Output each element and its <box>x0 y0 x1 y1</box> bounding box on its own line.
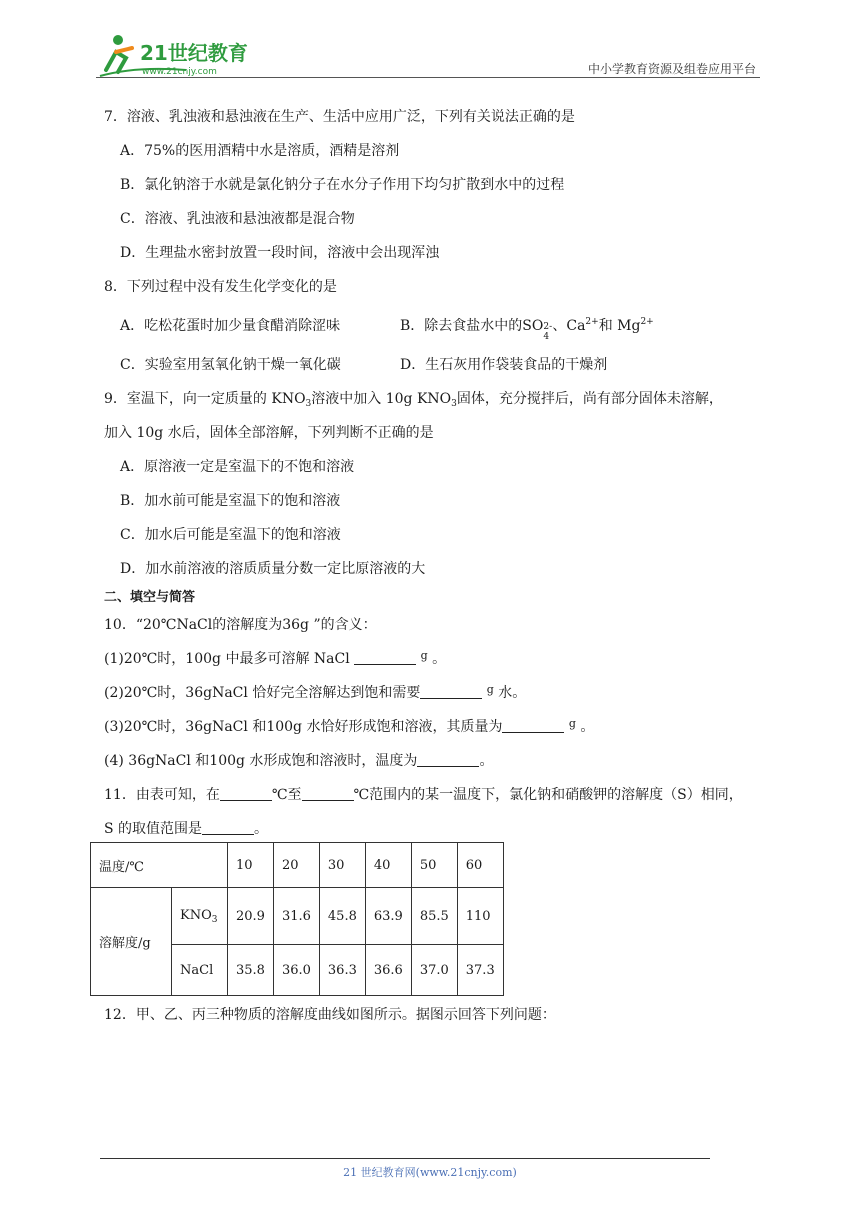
blank[interactable] <box>354 652 416 665</box>
table-header-solubility: 溶解度/g <box>91 888 172 996</box>
table-label-kno3: $KNO_3$ <box>172 888 228 945</box>
table-cell: 20.9 <box>228 888 274 945</box>
q8-option-c: C．实验室用氢氧化钠干燥一氧化碳 <box>120 357 341 373</box>
q10-part1: (1)20℃时，100g 中最多可溶解 NaCl $^g$ 。 <box>104 649 447 667</box>
table-cell: 30 <box>319 843 365 888</box>
q9-stem-line1: 9．室温下，向一定质量的 $KNO_3$溶液中加入 10g $KNO_3$固体，充分搅拌后，尚有部分固体未溶解， <box>104 391 723 409</box>
q9-stem-line2: 加入 10g 水后，固体全部溶解，下列判断不正确的是 <box>104 425 434 441</box>
blank[interactable] <box>302 788 354 801</box>
q8-option-b: B．除去食盐水中的SO 2- 4 、$Ca^{2+}$和 $Mg^{2+}$ <box>400 317 654 342</box>
footer-divider <box>100 1158 710 1159</box>
logo-text: 21世纪教育 <box>140 41 248 65</box>
q8-stem: 8．下列过程中没有发生化学变化的是 <box>104 279 337 295</box>
table-cell: 60 <box>457 843 503 888</box>
q10-part2: (2)20℃时，36gNaCl 恰好完全溶解达到饱和需要 $^g$ 水。 <box>104 683 527 701</box>
q7-option-b: B．氯化钠溶于水就是氯化钠分子在水分子作用下均匀扩散到水中的过程 <box>120 177 565 193</box>
q10-part4: (4) 36gNaCl 和100g 水形成饱和溶液时，温度为 。 <box>104 753 494 769</box>
table-cell: 36.3 <box>319 945 365 996</box>
logo-url: www.21cnjy.com <box>142 67 217 77</box>
header-divider <box>96 77 760 78</box>
q11-stem-line1: 11．由表可知，在 ℃至 ℃范围内的某一温度下，氯化钠和硝酸钾的溶解度（S）相同， <box>104 787 743 803</box>
table-cell: 36.0 <box>273 945 319 996</box>
platform-title: 中小学教育资源及组卷应用平台 <box>587 62 756 76</box>
table-cell: 35.8 <box>228 945 274 996</box>
blank[interactable] <box>502 720 564 733</box>
table-cell: 45.8 <box>319 888 365 945</box>
q9-option-b: B．加水前可能是室温下的饱和溶液 <box>120 493 341 509</box>
table-cell: 63.9 <box>365 888 411 945</box>
q11-stem-line2: S 的取值范围是 。 <box>104 821 269 837</box>
table-cell: 31.6 <box>273 888 319 945</box>
table-cell: 40 <box>365 843 411 888</box>
q10-stem: 10．“20℃NaCl的溶解度为36g ”的含义： <box>104 617 377 633</box>
q12-stem: 12．甲、乙、丙三种物质的溶解度曲线如图所示。据图示回答下列问题： <box>104 1007 556 1023</box>
table-cell: 85.5 <box>411 888 457 945</box>
table-cell: 50 <box>411 843 457 888</box>
table-cell: 37.3 <box>457 945 503 996</box>
table-label-nacl: NaCl <box>172 945 228 996</box>
q9-option-d: D．加水前溶液的溶质质量分数一定比原溶液的大 <box>120 561 426 577</box>
solubility-table <box>90 842 504 996</box>
table-row <box>91 888 504 945</box>
table-cell: 36.6 <box>365 945 411 996</box>
table-cell: 37.0 <box>411 945 457 996</box>
table-header-temp: 温度/℃ <box>91 843 228 888</box>
table-cell: 110 <box>457 888 503 945</box>
q10-part3: (3)20℃时，36gNaCl 和100g 水恰好形成饱和溶液，其质量为 $^g$ 。 <box>104 717 595 735</box>
blank[interactable] <box>202 822 254 835</box>
blank[interactable] <box>220 788 272 801</box>
q7-option-d: D．生理盐水密封放置一段时间，溶液中会出现浑浊 <box>120 245 440 261</box>
table-cell: 10 <box>228 843 274 888</box>
table-row <box>91 843 504 888</box>
q8-option-d: D．生石灰用作袋装食品的干燥剂 <box>400 357 608 373</box>
q7-option-a: A．75%的医用酒精中水是溶质，酒精是溶剂 <box>120 143 400 159</box>
q9-option-c: C．加水后可能是室温下的饱和溶液 <box>120 527 341 543</box>
table-cell: 20 <box>273 843 319 888</box>
blank[interactable] <box>417 754 479 767</box>
site-logo <box>96 30 266 80</box>
blank[interactable] <box>420 686 482 699</box>
footer-text: 21 世纪教育网(www.21cnjy.com) <box>343 1166 517 1179</box>
q7-option-c: C．溶液、乳浊液和悬浊液都是混合物 <box>120 211 355 227</box>
q9-option-a: A．原溶液一定是室温下的不饱和溶液 <box>120 459 355 475</box>
q8-option-a: A．吃松花蛋时加少量食醋消除涩味 <box>120 318 341 334</box>
section-heading: 二、填空与简答 <box>104 590 196 605</box>
q7-stem: 7．溶液、乳浊液和悬浊液在生产、生活中应用广泛，下列有关说法正确的是 <box>104 109 575 125</box>
